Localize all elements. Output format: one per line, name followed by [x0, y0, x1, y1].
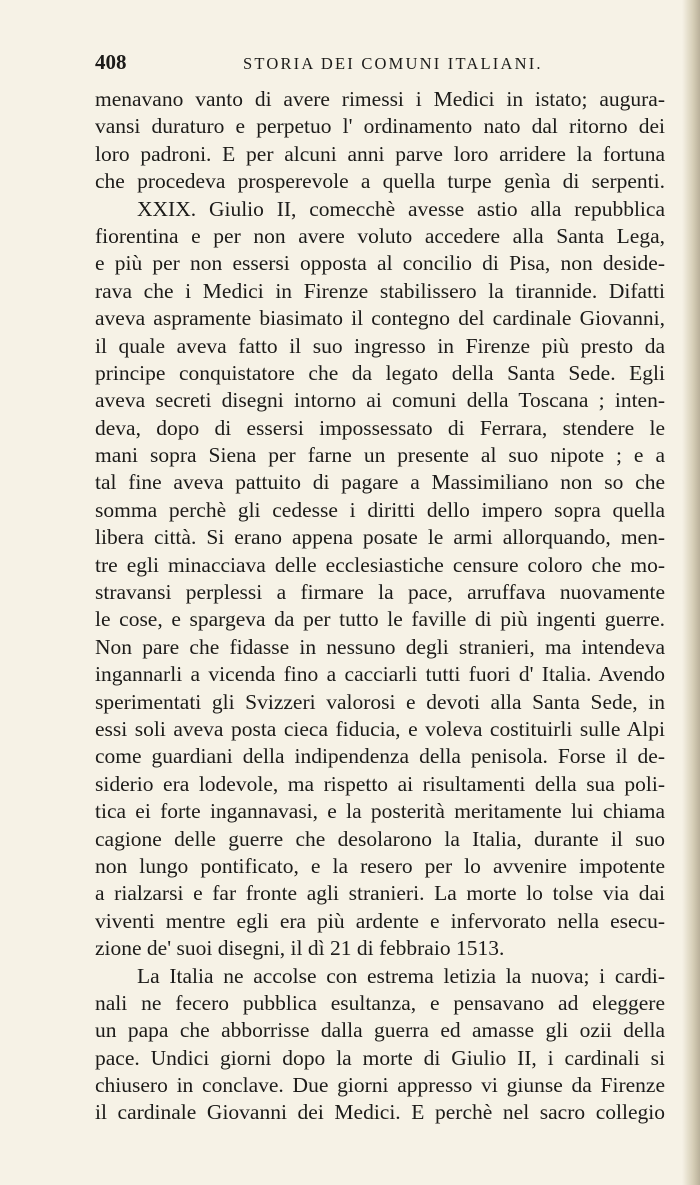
text-line: aveva aspramente biasimato il contegno del cardinale Giovanni,	[95, 306, 665, 331]
text-line: che procedeva prosperevole a quella turpe genìa di serpenti.	[95, 169, 665, 194]
page-number: 408	[95, 50, 127, 74]
text-line: somma perchè gli cedesse i diritti dello impero sopra quella	[95, 497, 665, 522]
text-line: libera città. Si erano appena posate le armi allorquando, men-	[95, 525, 665, 550]
page-header	[95, 50, 655, 80]
text-line: vansi duraturo e perpetuo l' ordinamento nato dal ritorno dei	[95, 114, 665, 139]
text-line: La Italia ne accolse con estrema letizia la nuova; i cardi-	[137, 963, 665, 988]
text-line: stravansi perplessi a firmare la pace, arruffava nuovamente	[95, 580, 665, 605]
text-line: tre egli minacciava delle ecclesiastiche censure coloro che mo-	[95, 552, 665, 577]
text-line: a rialzarsi e far fronte agli stranieri. La morte lo tolse via dai	[95, 881, 665, 906]
text-line: tal fine aveva pattuito di pagare a Massimiliano non so che	[95, 470, 665, 495]
text-line: viventi mentre egli era più ardente e infervorato nella esecu-	[95, 908, 665, 933]
text-line: nali ne fecero pubblica esultanza, e pensavano ad eleggere	[95, 990, 665, 1015]
text-line: mani sopra Siena per farne un presente al suo nipote ; e a	[95, 443, 665, 468]
text-line: siderio era lodevole, ma rispetto ai risultamenti della sua poli-	[95, 771, 665, 796]
text-line: essi soli aveva posta cieca fiducia, e voleva costituirli sulle Alpi	[95, 716, 665, 741]
text-line: fiorentina e per non avere voluto accedere alla Santa Lega,	[95, 223, 665, 248]
text-line: principe conquistatore che da legato della Santa Sede. Egli	[95, 360, 665, 385]
text-line: rava che i Medici in Firenze stabilissero la tirannide. Difatti	[95, 278, 665, 303]
text-line: tica ei forte ingannavasi, e la posterità meritamente lui chiama	[95, 799, 665, 824]
page-edge-shadow	[682, 0, 700, 1185]
text-line: zione de' suoi disegni, il dì 21 di febbraio 1513.	[95, 936, 505, 961]
text-line: il cardinale Giovanni dei Medici. E perchè nel sacro collegio	[95, 1100, 665, 1125]
text-line: aveva secreti disegni intorno ai comuni della Toscana ; inten-	[95, 388, 665, 413]
text-line: Non pare che fidasse in nessuno degli stranieri, ma intendeva	[95, 634, 665, 659]
text-line: ingannarli a vicenda fino a cacciarli tutti fuori d' Italia. Avendo	[95, 662, 665, 687]
text-line: deva, dopo di essersi impossessato di Ferrara, stendere le	[95, 415, 665, 440]
text-line: loro padroni. E per alcuni anni parve loro arridere la fortuna	[95, 141, 665, 166]
text-line: le cose, e spargeva da per tutto le faville di più ingenti guerre.	[95, 607, 665, 632]
running-title: STORIA DEI COMUNI ITALIANI.	[243, 54, 543, 73]
text-line: XXIX. Giulio II, comecchè avesse astio alla repubblica	[137, 196, 665, 221]
text-line: chiusero in conclave. Due giorni appresso vi giunse da Firenze	[95, 1073, 665, 1098]
text-line: menavano vanto di avere rimessi i Medici in istato; augura-	[95, 87, 665, 111]
text-line: un papa che abborrisse dalla guerra ed amasse gli ozii della	[95, 1018, 665, 1043]
text-line: sperimentati gli Svizzeri valorosi e devoti alla Santa Sede, in	[95, 689, 665, 714]
text-line: cagione delle guerre che desolarono la Italia, durante il suo	[95, 826, 665, 851]
text-line: il quale aveva fatto il suo ingresso in Firenze più presto da	[95, 333, 665, 358]
text-line: non lungo pontificato, e la resero per lo avvenire impotente	[95, 853, 665, 878]
text-line: e più per non essersi opposta al concilio di Pisa, non deside-	[95, 251, 665, 276]
text-line: come guardiani della indipendenza della penisola. Forse il de-	[95, 744, 665, 769]
text-line: pace. Undici giorni dopo la morte di Giulio II, i cardinali si	[95, 1045, 665, 1070]
body-text	[95, 86, 665, 1127]
